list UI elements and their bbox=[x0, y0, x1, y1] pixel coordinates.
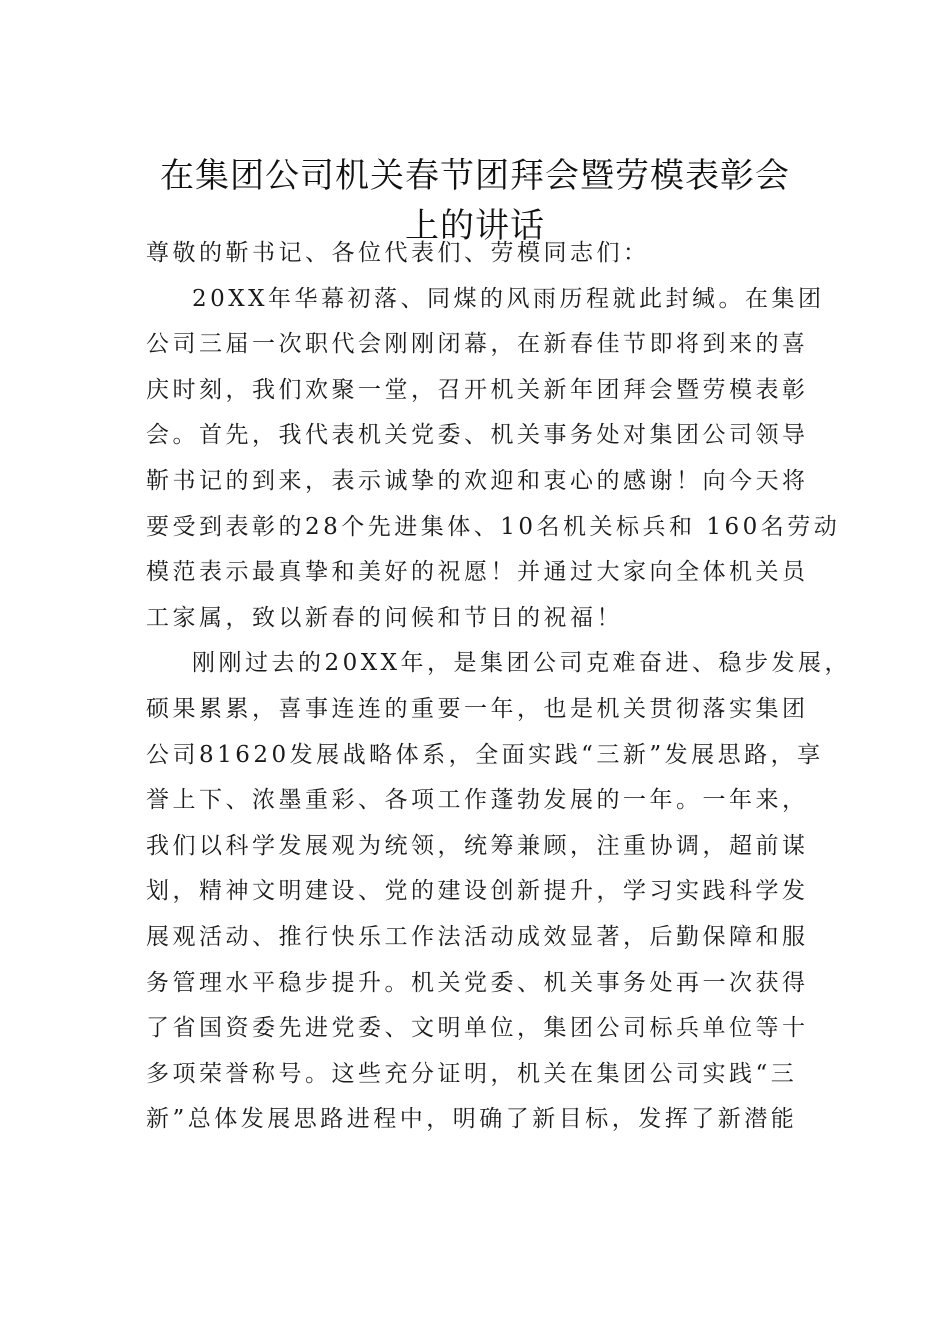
paragraph-line: 刚刚过去的20XX年，是集团公司克难奋进、稳步发展， bbox=[192, 650, 852, 677]
paragraph-line: 务管理水平稳步提升。机关党委、机关事务处再一次获得 bbox=[146, 969, 809, 996]
paragraph-line: 会。首先，我代表机关党委、机关事务处对集团公司领导 bbox=[146, 422, 809, 449]
paragraph-line: 要受到表彰的28个先进集体、10名机关标兵和 160名劳动 bbox=[146, 513, 841, 540]
paragraph-line: 誉上下、浓墨重彩、各项工作蓬勃发展的一年。一年来， bbox=[146, 787, 809, 814]
title-line: 在集团公司机关春节团拜会暨劳模表彰会 bbox=[160, 155, 790, 196]
document-body bbox=[146, 231, 852, 1143]
paragraph-line: 模范表示最真挚和美好的祝愿！并通过大家向全体机关员 bbox=[146, 559, 809, 586]
paragraph-line: 公司81620发展战略体系，全面实践“三新”发展思路，享 bbox=[146, 741, 824, 768]
paragraph-line: 多项荣誉称号。这些充分证明，机关在集团公司实践“三 bbox=[146, 1060, 798, 1087]
paragraph-line: 靳书记的到来，表示诚挚的欢迎和衷心的感谢！向今天将 bbox=[146, 467, 809, 494]
paragraph-line: 工家属，致以新春的问候和节日的祝福！ bbox=[146, 604, 623, 631]
paragraph-line: 公司三届一次职代会刚刚闭幕，在新春佳节即将到来的喜 bbox=[146, 331, 809, 358]
salutation: 尊敬的靳书记、各位代表们、劳模同志们： bbox=[146, 240, 650, 266]
paragraph-line: 展观活动、推行快乐工作法活动成效显著，后勤保障和服 bbox=[146, 923, 809, 950]
paragraph-line: 新”总体发展思路进程中，明确了新目标，发挥了新潜能 bbox=[146, 1106, 798, 1133]
paragraph-line: 我们以科学发展观为统领，统筹兼顾，注重协调，超前谋 bbox=[146, 832, 809, 859]
paragraph-line: 庆时刻，我们欢聚一堂，召开机关新年团拜会暨劳模表彰 bbox=[146, 376, 809, 403]
paragraph-2 bbox=[146, 641, 852, 1143]
paragraph-line: 20XX年华幕初落、同煤的风雨历程就此封缄。在集团 bbox=[192, 285, 825, 312]
paragraph-line: 划，精神文明建设、党的建设创新提升，学习实践科学发 bbox=[146, 878, 809, 905]
paragraph-1 bbox=[146, 277, 841, 642]
paragraph-line: 了省国资委先进党委、文明单位，集团公司标兵单位等十 bbox=[146, 1015, 809, 1042]
paragraph-line: 硕果累累，喜事连连的重要一年，也是机关贯彻落实集团 bbox=[146, 695, 809, 722]
title-line: 上的讲话 bbox=[405, 205, 545, 246]
